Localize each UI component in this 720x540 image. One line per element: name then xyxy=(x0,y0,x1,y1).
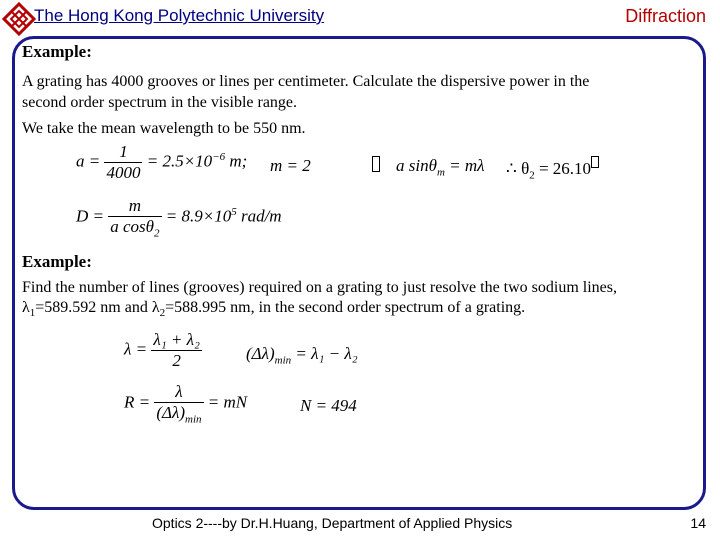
polyu-logo-icon xyxy=(2,2,36,36)
equation-number-of-lines: N = 494 xyxy=(300,396,357,415)
example2-heading: Example: xyxy=(22,252,92,271)
example2-line1: Find the number of lines (grooves) required on a grating to just resolve the two sodium lines, xyxy=(22,279,617,296)
example1-line1: A grating has 4000 grooves or lines per centimeter. Calculate the dispersive power in the xyxy=(22,73,590,90)
equation-mean-wavelength: λ = $\frac{\text{λ₁ + λ₂}}{2}$ xyxy=(124,330,200,370)
equation-grating-spacing: a = $\frac{1}{4000}$ = $2.5\times 10^{-6}$ m; xyxy=(76,142,248,182)
example2-line2: $\lambda_1=589.592$ nm and $\lambda_2=588.995$ nm, in the second order spectrum of a grating. xyxy=(22,299,526,320)
example1-line2: second order spectrum in the visible range. xyxy=(22,94,298,111)
section-title: Diffraction xyxy=(625,6,706,26)
example1-line3: We take the mean wavelength to be 550 nm. xyxy=(22,120,306,137)
equation-grating: a sinθ$_m$ = mλ xyxy=(396,156,485,179)
box-glyph-icon xyxy=(372,156,380,176)
degree-box-icon xyxy=(591,156,599,168)
footer-credit: Optics 2----by Dr.H.Huang, Department of Applied Physics xyxy=(152,515,513,531)
equation-dispersive-power: D = $\frac{m}{a \cos\theta_2}$ = $8.9\times 10^5$ rad/m xyxy=(76,196,282,240)
page-number: 14 xyxy=(690,515,706,531)
equation-order: m = 2 xyxy=(270,156,311,175)
equation-resolving-power: R = $\frac{\lambda}{(\Delta\lambda)_{min}}$ = mN xyxy=(124,382,248,426)
example1-heading: Example: xyxy=(22,42,92,61)
equation-delta-lambda: $(\Delta\lambda)_{min} = \lambda_1 - \lambda_2$ xyxy=(246,344,358,367)
university-title: The Hong Kong Polytechnic University xyxy=(34,6,325,25)
equation-theta: ∴ $\theta_2 = 26.10$ xyxy=(506,156,599,181)
